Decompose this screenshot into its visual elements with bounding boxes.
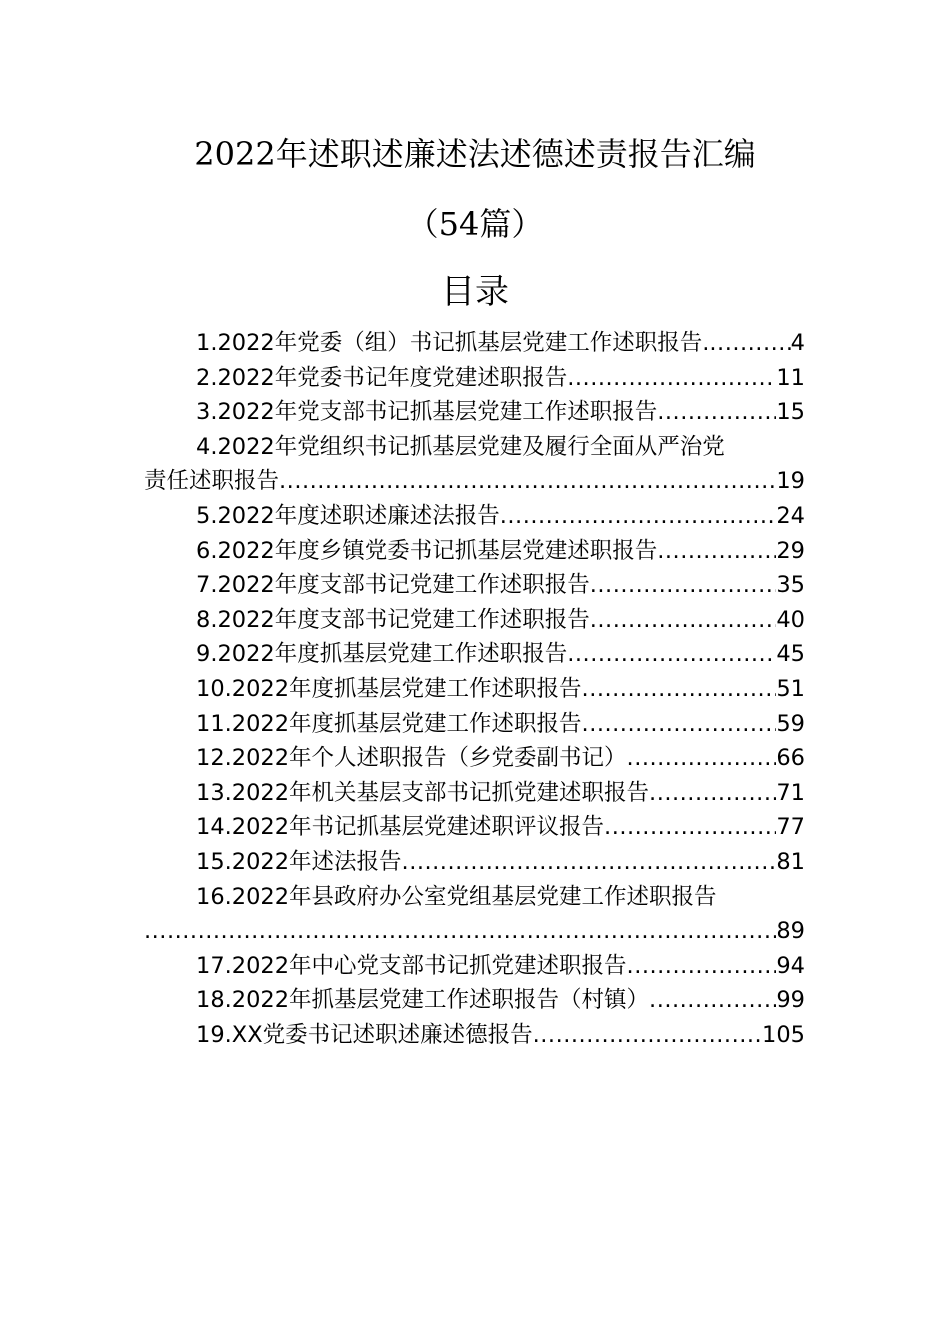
toc-line	[144, 672, 805, 707]
toc-leader	[567, 637, 776, 672]
toc-line	[144, 845, 805, 880]
toc-item-title: 15.2022年述法报告	[196, 848, 402, 875]
document-title: 2022年述职述廉述法述德述责报告汇编	[194, 135, 756, 173]
toc-item-page: 71	[776, 779, 805, 806]
toc-line	[144, 983, 805, 1018]
toc-line	[144, 1018, 805, 1053]
toc-item-page: 89	[776, 918, 805, 945]
toc-leader	[627, 949, 777, 984]
toc-line	[144, 395, 805, 430]
toc-line	[144, 707, 805, 742]
toc-item[interactable]	[144, 983, 805, 1018]
toc-item[interactable]	[144, 499, 805, 534]
toc-leader	[657, 395, 776, 430]
toc-item[interactable]	[144, 880, 805, 949]
toc-item-title: 2.2022年党委书记年度党建述职报告	[196, 364, 568, 391]
toc-item[interactable]	[144, 810, 805, 845]
toc-item-page: 15	[776, 399, 805, 426]
toc-leader	[604, 810, 776, 845]
toc-item-title-line1: 4.2022年党组织书记抓基层党建及履行全面从严治党	[196, 433, 725, 460]
toc-leader	[590, 568, 777, 603]
toc-item-page: 35	[776, 572, 805, 599]
toc-item-page: 29	[776, 537, 805, 564]
toc-line	[144, 568, 805, 603]
toc-leader	[567, 361, 776, 396]
toc-item[interactable]	[144, 534, 805, 569]
toc-line	[144, 914, 805, 949]
toc-leader	[500, 499, 777, 534]
toc-item-page: 77	[776, 814, 805, 841]
toc-item-page: 59	[776, 710, 805, 737]
toc-item-title: 6.2022年度乡镇党委书记抓基层党建述职报告	[196, 537, 658, 564]
toc-item[interactable]	[144, 603, 805, 638]
toc-item-page: 11	[776, 364, 805, 391]
toc-leader	[649, 776, 776, 811]
toc-item-title: 1.2022年党委（组）书记抓基层党建工作述职报告.	[196, 330, 710, 356]
toc-line	[144, 361, 805, 396]
toc-item-title: 18.2022年抓基层党建工作述职报告（村镇）	[196, 987, 650, 1014]
toc-leader	[582, 672, 777, 707]
document-subtitle: （54篇）	[406, 205, 544, 243]
toc-item-page: 94	[776, 952, 805, 979]
toc-line	[144, 880, 805, 915]
toc-leader	[582, 707, 777, 742]
toc-item-page: 105	[762, 1021, 805, 1048]
toc-leader	[709, 326, 790, 361]
toc-item[interactable]	[144, 326, 805, 361]
toc-item[interactable]	[144, 568, 805, 603]
toc-item-page: 40	[776, 606, 805, 633]
toc-line	[144, 326, 805, 361]
toc-item-page: 99	[776, 987, 805, 1014]
toc-item-title: 17.2022年中心党支部书记抓党建述职报告	[196, 952, 627, 979]
toc-line	[144, 499, 805, 534]
toc-item[interactable]	[144, 672, 805, 707]
toc-item-title: 11.2022年度抓基层党建工作述职报告	[196, 710, 582, 737]
toc-line	[144, 534, 805, 569]
toc-line	[144, 810, 805, 845]
toc-item[interactable]	[144, 430, 805, 499]
toc-item[interactable]	[144, 637, 805, 672]
toc-line	[144, 741, 805, 776]
toc-line	[144, 430, 805, 465]
toc-item-title: 12.2022年个人述职报告（乡党委副书记）	[196, 745, 627, 772]
toc-item-title-line1: 16.2022年县政府办公室党组基层党建工作述职报告	[196, 883, 717, 910]
toc-line	[144, 776, 805, 811]
toc-leader	[627, 741, 777, 776]
toc-item[interactable]	[144, 845, 805, 880]
toc-item-title: 19.XX党委书记述职述廉述德报告	[196, 1021, 533, 1048]
toc-item-title: 8.2022年度支部书记党建工作述职报告	[196, 606, 590, 633]
toc-item-title: 7.2022年度支部书记党建工作述职报告	[196, 572, 590, 599]
toc-leader	[590, 603, 777, 638]
toc-item[interactable]	[144, 949, 805, 984]
toc-line	[144, 603, 805, 638]
toc-leader	[402, 845, 777, 880]
toc-item-title: 5.2022年度述职述廉述法报告	[196, 502, 500, 529]
toc-item-page: 4	[790, 330, 805, 356]
toc-item-page: 19	[776, 468, 805, 495]
toc-leader	[649, 983, 776, 1018]
table-of-contents	[144, 326, 805, 1052]
toc-item-title: 10.2022年度抓基层党建工作述职报告	[196, 675, 582, 702]
toc-item-title: 14.2022年书记抓基层党建述职评议报告	[196, 814, 605, 841]
toc-item-title: 9.2022年度抓基层党建工作述职报告	[196, 641, 568, 668]
toc-line	[144, 464, 805, 499]
toc-item-page: 45	[776, 641, 805, 668]
toc-item-title: 13.2022年机关基层支部书记抓党建述职报告	[196, 779, 650, 806]
toc-line	[144, 949, 805, 984]
toc-heading: 目录	[441, 272, 509, 312]
toc-item[interactable]	[144, 361, 805, 396]
toc-line	[144, 637, 805, 672]
toc-item[interactable]	[144, 776, 805, 811]
toc-leader	[657, 534, 776, 569]
toc-item-page: 51	[776, 675, 805, 702]
toc-item-title-line2: 责任述职报告	[144, 468, 280, 495]
toc-item-title: 3.2022年党支部书记抓基层党建工作述职报告	[196, 399, 658, 426]
toc-item[interactable]	[144, 395, 805, 430]
toc-leader	[144, 914, 776, 949]
toc-item-page: 66	[776, 745, 805, 772]
toc-item[interactable]	[144, 741, 805, 776]
toc-item-page: 81	[776, 848, 805, 875]
toc-leader	[533, 1018, 762, 1053]
toc-item[interactable]	[144, 707, 805, 742]
toc-item[interactable]	[144, 1018, 805, 1053]
toc-item-page: 24	[776, 502, 805, 529]
toc-leader	[279, 464, 776, 499]
